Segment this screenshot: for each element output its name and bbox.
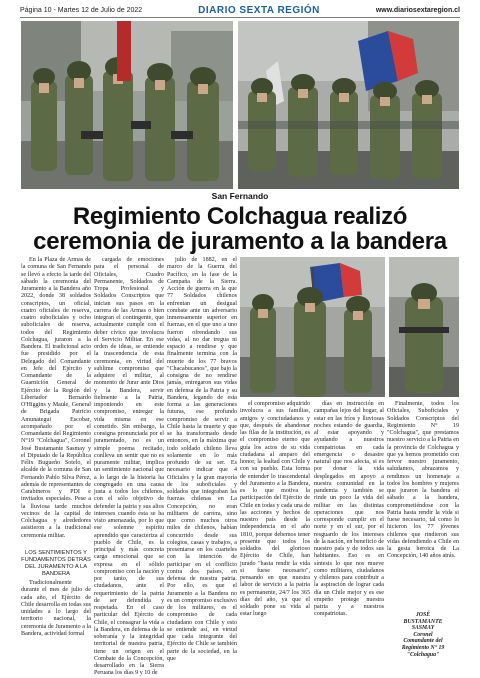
signature-name-2: BUSTAMANTE bbox=[403, 618, 443, 625]
headline-line-2: ceremonia de juramento a la bandera bbox=[33, 228, 447, 255]
signature-role-1: Comandante del bbox=[403, 638, 443, 645]
signature-role-2: Regimiento N° 19 bbox=[401, 644, 445, 651]
article-column-5 bbox=[314, 401, 384, 661]
article-column-1b bbox=[21, 580, 91, 664]
column-4-text: el compromiso adquirido involucra a sus familias, amigos y conciudadanos y que, después de abandonar las filas de la institución, es el compromiso eterno que guía los actos de su vida ciudadana al amparo del honor, la lealtad con Chile y con su pueblo. Esta forma de entender lo trascendental del Juramento a la Bandera, es lo que motiva la participación del Ejército de Chile en todas y cada una de las acciones y hechos de nuestro país desde la independencia en el año 1810, porque debemos tener presente que todos los soldados del glorioso Ejército de Chile, han jurado "hasta rendir la vida si fuese necesario", pensando en que nuestra labor de servicio a la patria es permanente, 24/7 los 365 días del año, ya que el soldado pone su vida al estar luego bbox=[240, 401, 310, 618]
column-5-text: días en instrucción en campañas lejos del hogar, al estar en las fríos y lluviosas noches estando de guardia, al estar apoyando y ayudando a nuestros compatriotas en cada emergencia o desastre natural que nos afecta, si es por donar la vida desplegados en apoyo a nuestra comunidad en la pandemia y también se rinde un poco la vida del militar en las distintas operaciones que nos corresponde cumplir en el norte y en el sur, por el resguardo de los intereses de la nación, en beneficio de nuestro país y de todos sus habitantes. Eso es en síntesis lo que nos mueve como militares, ciudadanos y chilenos para contribuir a la aspiración de lograr cada día un Chile mejor y es ese empeño protege nuestra patria y a nuestros compatriotas. bbox=[314, 401, 384, 618]
masthead bbox=[20, 4, 460, 16]
column-1-text: En la Plaza de Armas de la comuna de San Fernando se llevó a efecto la tarde del sábado la ceremonia del Juramento a la Bandera año 2022, donde 38 soldados conscriptos, un oficial, cuatro oficiales de reserva, cuatro suboficiales y ocho suboficiales de reserva, todos del Regimiento Colchagua, juraron a la Bandera. El tradicional acto fue presidido por el Delegado del Comandante en Jefe del Ejército y Comandante de la Guarnición General de Ejército de la Región del Libertador Bernardo O'Higgins y Maule, General de Brigada Patricio Amunategui Escobar, acompañado por el Comandante del Regimiento N°19 "Colchagua", Coronel José Bustamante Sasmay y el Diputado de la República Félix Bugueño Sotelo, el alcalde de la comuna de San Fernando Pablo Silva Pérez, además de representantes de Carabineros y PDI e invitados especiales. Pese a la lluviosa tarde muchos vecinos de la capital de Colchagua y alrededores asistieron a la tradicional ceremonia militar. bbox=[21, 257, 91, 539]
author-signature bbox=[387, 612, 459, 658]
signature-name-1: JOSÉ bbox=[415, 612, 431, 618]
article-column-3 bbox=[167, 257, 237, 661]
article-subhead: LOS SENTIMIENTOS Y FUNDAMENTOS DETRÁS DEL JURAMENTO A LA BANDERA bbox=[21, 550, 91, 577]
column-6-text: Finalmente, todos los Oficiales, Suboficiales y Soldados Conscriptos del Regimiento N° 19 "Colchagua", que prestamos nuestro servicio a la Patria en la provincia de Colchagua y que ya hemos prometido con fervor nuestro juramento, saludamos, abrazamos y rendimos un homenaje a todos los hombres y mujeres que juraron la bandera el sábado a la bandera, comprometiéndose con la Patria hasta rendir la vida si fuese necesario, tal como lo hicieron los 77 jóvenes chilenos que rindieron sus vidas defendiendo a Chile en la gesta heroica de La Concepción, 140 años atrás. bbox=[387, 401, 459, 560]
website-link[interactable]: www.diariosextaregion.cl bbox=[375, 6, 460, 14]
page-info: Página 10 - Martes 12 de Julio de 2022 bbox=[20, 6, 143, 14]
article-kicker: San Fernando bbox=[211, 191, 269, 201]
article-column-4 bbox=[240, 401, 310, 661]
signature-role-3: "Colchagua" bbox=[406, 651, 440, 658]
article-column-1 bbox=[21, 257, 91, 547]
photo-soldiers-formation bbox=[21, 21, 233, 189]
column-3-text: julio de 1882, en el marco de la Guerra del Pacífico, en la fase de la Campaña de la Sierra. Acción de guerra en la que 77 Soldados chilenos enfrentan un desigual combate ante un adversario inmensamente superior en fuerzas, en el que uno a uno fueron ofrendando sus vidas, al no dar tregua ni espacio a rendirse y que finalmente termina con la muerte de los 77 bravos "Chacabucanos", que bajo la consigna de no rendirse jamás, entregaron sus vidas en defensa de la Patria y su Bandera, legando de esta forma a las generaciones futuras, ese profundo compromiso de servir a Chile hasta la muerte y que se ha transformado desde entonces, en la máxima que todo soldado chileno lleva solamente en lo más profundo de su ser. Es necesario indicar que 4 Oficiales y la gran mayoría de los suboficiales y soldados que integraban las fuerzas chilenas en La Concepción, no eran militares de carrera, sino que como muchos otros miles de chilenos, habían concurrido desde sus colegios, casas y trabajos, a presentarse en los cuarteles con la intención de participar en el conflicto contra dos países, en defensa de nuestra patria. Por ello, es que el Juramento a la Bandera no es un compromiso exclusivo de los militares, es el compromiso de cada ciudadano con Chile y esto se entiende así, en virtud que cada integrante del Ejército de Chile se también parte de la sociedad, en la que bbox=[167, 257, 237, 662]
signature-name-3: SASMAY bbox=[411, 625, 435, 632]
article-headline bbox=[10, 204, 470, 254]
headline-line-1: Regimiento Colchagua realizó bbox=[72, 203, 408, 230]
photo-soldier-portrait bbox=[389, 257, 459, 397]
masthead-divider bbox=[20, 17, 460, 18]
publication-name: DIARIO SEXTA REGIÓN bbox=[198, 4, 320, 16]
column-1b-text: Tradicionalmente durante el mes de julio de cada año, el Ejército de Chile desarrolla en todas sus unidades a lo largo del territorio nacional, la ceremonia de Juramento a la Bandera, actividad formal bbox=[21, 580, 91, 637]
photo-flag-bearer bbox=[240, 257, 385, 397]
signature-rank: Coronel bbox=[413, 631, 433, 638]
article-column-2 bbox=[94, 257, 164, 677]
column-2-text: cargada de emociones para el personal de Oficiales, Cuadro Permanente, Soldados de Tropa Profesional y Soldados Conscriptos que inician sus pasos en la carrera de las Armas o bien integran el contingente, que actualmente cumple con el deber cívico que involucra el Servicio Militar. En ese orden de ideas, se entiende la trascendencia de esta ceremonia, en virtud del sublime compromiso que adquiere el militar, al momento de Jurar ante Dios y la Bandera, servir fielmente a la Patria, imponiendo en este compromiso, entregar la vida misma en ese cometido. Sin embargo, la consigna pronunciada por el juramentado, no es un simple poema recitado, conlleva un sentir que no es puramente militar, implica un sentimiento nacional que a lo largo de la historia ha congregado en una causa justa a todos los chilenos, con el sólo objetivo de defender la patria y sus altos intereses cuando ésta se ha visto amenazada, por lo que ese solemne espíritu aprendido que caracteriza al pueblo de Chile, es la principal y más concreta carga emocional que se expresa en el sólido compromiso con la nación y por tanto, de sus ciudadanos, ante el requerimiento de la patria de ser defendida y respetada. En el caso particular del Ejército de Chile, el consagrar la vida a la Bandera, en defensa de la soberanía y la integridad territorial de nuestra patria, tiene un origen en el Combate de la Concepción, desarrollado en la Sierra Peruana los días 9 y 10 de bbox=[94, 257, 164, 677]
photo-ceremony-flags bbox=[238, 21, 459, 189]
